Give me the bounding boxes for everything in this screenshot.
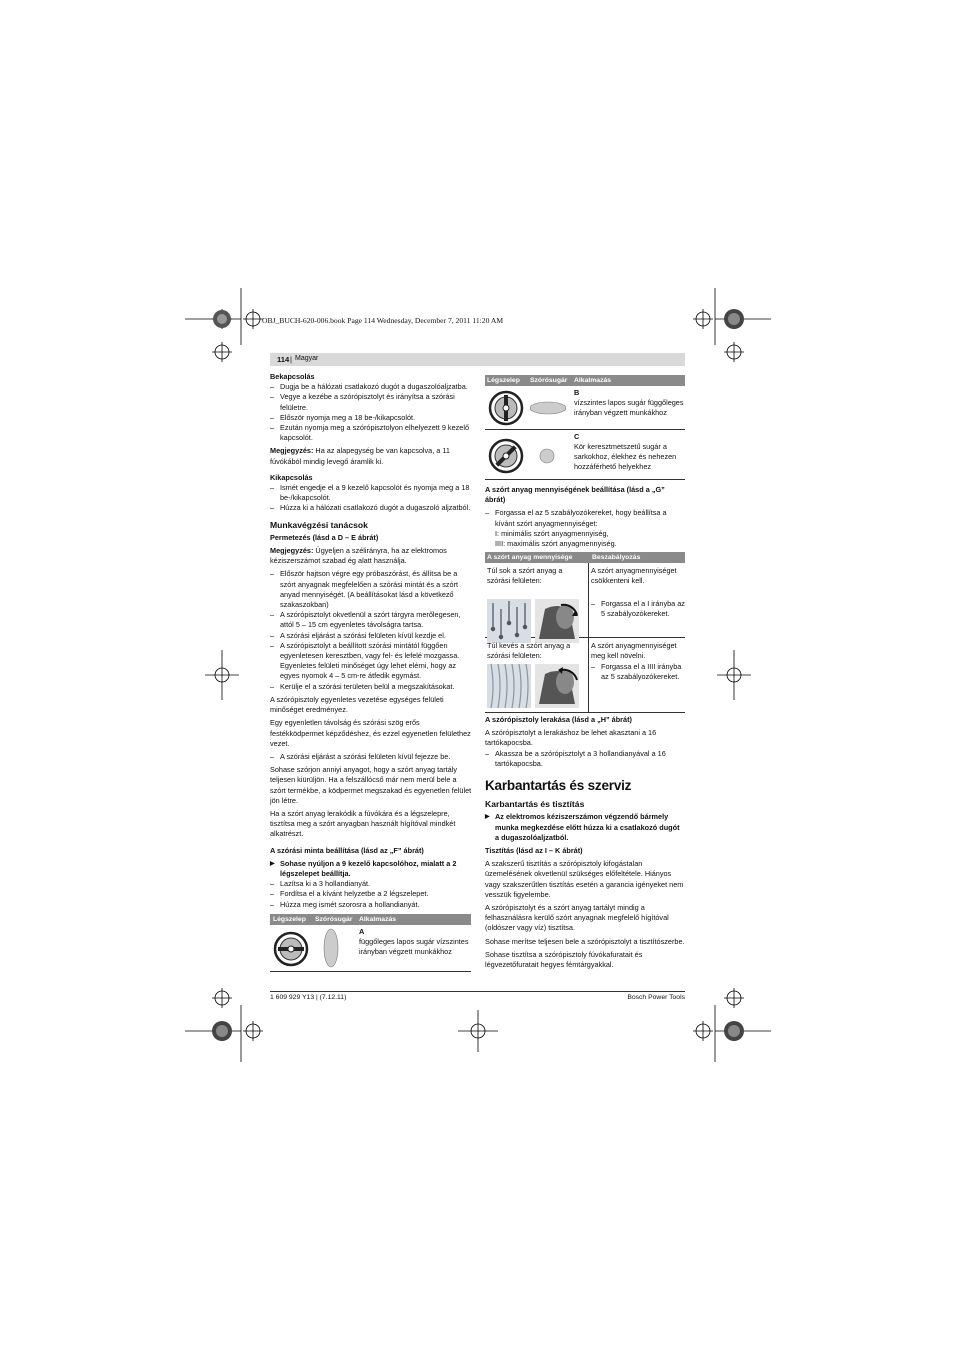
list-lerakas bbox=[485, 749, 685, 769]
right-column-upper bbox=[485, 485, 685, 549]
row-letter: C bbox=[574, 432, 580, 441]
table-row bbox=[270, 925, 471, 972]
note-label: Megjegyzés: bbox=[270, 446, 314, 456]
right-column-lower bbox=[485, 715, 685, 970]
list-end bbox=[270, 752, 472, 762]
too-little-streaks-illustration bbox=[487, 664, 531, 708]
vertical-spray-pattern-icon bbox=[322, 927, 340, 969]
list-item: – Forgassa el a I irányba az 5 szabályozókereket. bbox=[591, 599, 685, 619]
setting-min: I: minimális szórt anyagmennyiség, bbox=[495, 528, 609, 538]
list-item: – Fordítsa el a kívánt helyzetbe a 2 légszelepet. bbox=[270, 889, 472, 899]
note-2 bbox=[270, 546, 472, 566]
paragraph: A szórópisztolyt és a szórt anyag tartályt mindig a felhasználásra kerülő szórt anyagnak megfelelő hígítóval (oldószer vagy víz) tisztítsa. bbox=[485, 903, 669, 933]
row-text: vízszintes lapos sugár függőleges irányban végzett munkákhoz bbox=[574, 398, 684, 418]
list-item: – Először hajtson végre egy próbaszórást, és állítsa be a szórt anyagnak megfelelően a szórási mintát és a szórt anyad mennyiségét. (A beállításokat lásd a következő szakaszokban) bbox=[270, 569, 472, 610]
list-item: – Ismét engedje el a 9 kezelő kapcsolót és nyomja meg a 18 be-/kikapcsolót. bbox=[270, 483, 472, 503]
table-row bbox=[485, 430, 685, 480]
list-item: – Lazítsa ki a 3 hollandianyát. bbox=[270, 879, 472, 889]
heading-tisztitas: Tisztítás (lásd az I – K ábrát) bbox=[485, 846, 583, 856]
heading-karbantartas: Karbantartás és tisztítás bbox=[485, 799, 585, 810]
left-column bbox=[270, 372, 472, 910]
list-item: – Dugja be a hálózati csatlakozó dugót a dugaszolóaljzatba. bbox=[270, 382, 472, 392]
setting-max: IIII: maximális szórt anyagmennyiség. bbox=[495, 539, 617, 549]
regulator-wheel-max-illustration bbox=[535, 664, 579, 708]
page-number: 114 bbox=[277, 354, 290, 364]
header-cell: Légszelep bbox=[487, 377, 520, 384]
paragraph: Sohase szórjon anniyi anyagot, hogy a szórt anyag tartály teljesen kiürüljön. Ha a felszállócső már nem merül bele a szórt termékbe, a ködpermet megszakad és egyenetlen felület jön létre. bbox=[270, 765, 472, 805]
row-action: A szórt anyagmennyiséget csökkenteni kell. bbox=[591, 566, 677, 586]
row-condition: Túl sok a szórt anyag a szórási felületen: bbox=[487, 566, 563, 586]
list-item: – Húzza ki a hálózati csatlakozó dugót a dugaszoló aljzatból. bbox=[270, 503, 472, 513]
list-item: – A szórópisztolyt okvetlenül a szórt tárgyra merőlegesen, attól 5 – 15 cm egyenletes távolságra tartsa. bbox=[270, 610, 472, 630]
table-header bbox=[485, 552, 685, 563]
table-row bbox=[485, 386, 685, 430]
table-row bbox=[485, 638, 685, 713]
header-cell: Alkalmazás bbox=[574, 377, 612, 384]
row-letter: B bbox=[574, 388, 580, 397]
paragraph: A szórópisztoly egyenletes vezetése egységes felületi minőséget eredményez. bbox=[270, 694, 444, 715]
table-header bbox=[485, 375, 685, 386]
row-condition: Túl kevés a szórt anyag a szórási felületen: bbox=[487, 641, 571, 661]
list-item: – Ezután nyomja meg a szórópisztolyon elhelyezett 9 kezelő kapcsolót. bbox=[270, 423, 472, 443]
list-item: – Kerülje el a szórási területen belül a megszakításokat. bbox=[270, 682, 472, 692]
heading-kikapcsolas: Kikapcsolás bbox=[270, 472, 313, 482]
header-cell: A szórt anyag mennyisége bbox=[487, 554, 573, 561]
page-header-bar bbox=[270, 353, 685, 366]
table-quantity-adjust bbox=[485, 552, 685, 713]
warning-minta: ▶ Sohase nyúljon a 9 kezelő kapcsolóhoz, mialatt a 2 légszelepet beállítja. bbox=[270, 859, 472, 879]
header-cell: Szórósugár bbox=[315, 916, 353, 923]
row-action-list bbox=[591, 662, 685, 682]
heading-minta: A szórási minta beállítása (lásd az „F” ábrát) bbox=[270, 845, 424, 855]
paragraph: A szórópisztolyt a lerakáshoz be lehet akasztani a 16 tartókapocsba. bbox=[485, 728, 657, 748]
note-label: Megjegyzés: bbox=[270, 546, 314, 556]
row-text: függőleges lapos sugár vízszintes irányban végzett munkákhoz bbox=[359, 937, 469, 957]
row-action: A szórt anyagmennyiséget meg kell növelni. bbox=[591, 641, 677, 661]
heading-tips: Munkavégzési tanácsok bbox=[270, 519, 368, 530]
list-item: – A szórási eljárást a szórási felületen kívül fejezze be. bbox=[270, 752, 472, 762]
table-row bbox=[485, 563, 685, 638]
horizontal-spray-pattern-icon bbox=[528, 400, 568, 416]
warning-karbantartas: ▶ Az elektromos kéziszerszámon végzendő bármely munka megkezdése előtt húzza ki a csatlakozó dugót a dugaszolóaljzatból. bbox=[485, 812, 685, 843]
heading-mennyiseg: A szórt anyag mennyiségének beállítása (lásd a „G” ábrát) bbox=[485, 485, 665, 505]
list-item: – A szórópisztolyt a beállított szórási mintától függően egyenletesen keresztben, vagy fel- és lefelé mozgassa. Egyenletes felületi minőséget úgy lehet elérni, hogy az egyes nyomok 4 – 5 cm-re átfedik egymást. bbox=[270, 641, 472, 682]
note-text: Ügyeljen a szélirányra, ha az elektromos kéziszerszámot szabad ég alatt használja. bbox=[270, 546, 447, 566]
list-item: – Először nyomja meg a 18 be-/kikapcsolót. bbox=[270, 413, 472, 423]
paragraph: Ha a szórt anyag lerakódik a fúvókára és a légszelepre, tisztítsa meg a szórt anyagban használt hígítóval mindkét alkatrészt. bbox=[270, 808, 456, 839]
round-spray-pattern-icon bbox=[538, 447, 556, 465]
list-item: – Vegye a kezébe a szórópisztolyt és irányítsa a szórási felületre. bbox=[270, 392, 472, 412]
paragraph: Egy egyenletlen távolság és szórási szög erős festékködpermet képződéshez, és ezzel egyenetlen felülethez vezet. bbox=[270, 718, 471, 748]
footer-brand: Bosch Power Tools bbox=[627, 994, 685, 1001]
heading-lerakas: A szórópisztoly lerakása (lásd a „H” ábrát) bbox=[485, 715, 632, 724]
list-item: – Húzza meg ismét szorosra a hollandianyát. bbox=[270, 900, 472, 910]
paragraph: Sohase tisztítsa a szórópisztoly fúvókafuratait és légvezetőfuratait hegyes fémtárgyakkal. bbox=[485, 949, 643, 970]
row-letter: A bbox=[359, 927, 365, 936]
note-1 bbox=[270, 446, 472, 466]
air-valve-vertical-icon bbox=[488, 390, 524, 426]
list-item: – Akassza be a szórópisztolyt a 3 hollandianyával a 16 tartókapocsba. bbox=[485, 749, 685, 769]
list-minta bbox=[270, 879, 472, 910]
header-cell: Szórósugár bbox=[530, 377, 568, 384]
list-bekapcsolas bbox=[270, 382, 472, 443]
too-much-runs-illustration bbox=[487, 599, 531, 643]
header-sep: | bbox=[290, 354, 292, 364]
list-item: – Forgassa el a IIII irányba az 5 szabályozókereket. bbox=[591, 662, 685, 682]
list-item: – A szórási eljárást a szórási felületen kívül kezdje el. bbox=[270, 631, 472, 641]
regulator-wheel-min-illustration bbox=[535, 599, 579, 643]
header-cell: Alkalmazás bbox=[359, 916, 397, 923]
air-valve-horizontal-icon bbox=[273, 931, 309, 967]
list-mennyiseg bbox=[485, 508, 685, 528]
air-valve-diagonal-icon bbox=[488, 438, 524, 474]
row-text: Kör keresztmetszetű sugár a sarkokhoz, élekhez és nehezen hozzáférhető helyekhez bbox=[574, 442, 677, 472]
footer-doc-number: 1 609 929 Y13 | (7.12.11) bbox=[270, 994, 347, 1001]
table-air-valve-right bbox=[485, 375, 685, 480]
page-footer bbox=[270, 991, 685, 1001]
paragraph: A szakszerű tisztítás a szórópisztoly kifogástalan üzemelésének okvetlenül szükséges előfeltétele. Hiányos vagy szakszerűtlen tisztítás esetén a garancia igényeket nem vesszük figyelembe. bbox=[485, 859, 684, 899]
heading-permetezes: Permetezés (lásd a D – E ábrát) bbox=[270, 532, 379, 542]
paragraph: Sohase merítse teljesen bele a szórópisztolyt a tisztítószerbe. bbox=[485, 936, 685, 946]
table-air-valve-left bbox=[270, 914, 471, 972]
note-text: Ha az alapegység be van kapcsolva, a 11 fúvókából mindig levegő áramlik ki. bbox=[270, 446, 450, 466]
list-kikapcsolas bbox=[270, 483, 472, 514]
header-cell: Beszabályozás bbox=[592, 554, 641, 561]
table-header bbox=[270, 914, 471, 925]
section-name: Magyar bbox=[295, 355, 319, 362]
header-cell: Légszelep bbox=[273, 916, 306, 923]
row-action-list bbox=[591, 599, 685, 619]
heading-bekapcsolas: Bekapcsolás bbox=[270, 372, 315, 381]
list-item: – Forgassa el az 5 szabályozókereket, hogy beállítsa a kívánt szórt anyagmennyiséget: bbox=[485, 508, 685, 528]
main-title: Karbantartás és szerviz bbox=[485, 778, 632, 794]
list-permetezes bbox=[270, 569, 472, 691]
book-header-line: OBJ_BUCH-620-006.book Page 114 Wednesday, December 7, 2011 11:20 AM bbox=[262, 316, 504, 325]
